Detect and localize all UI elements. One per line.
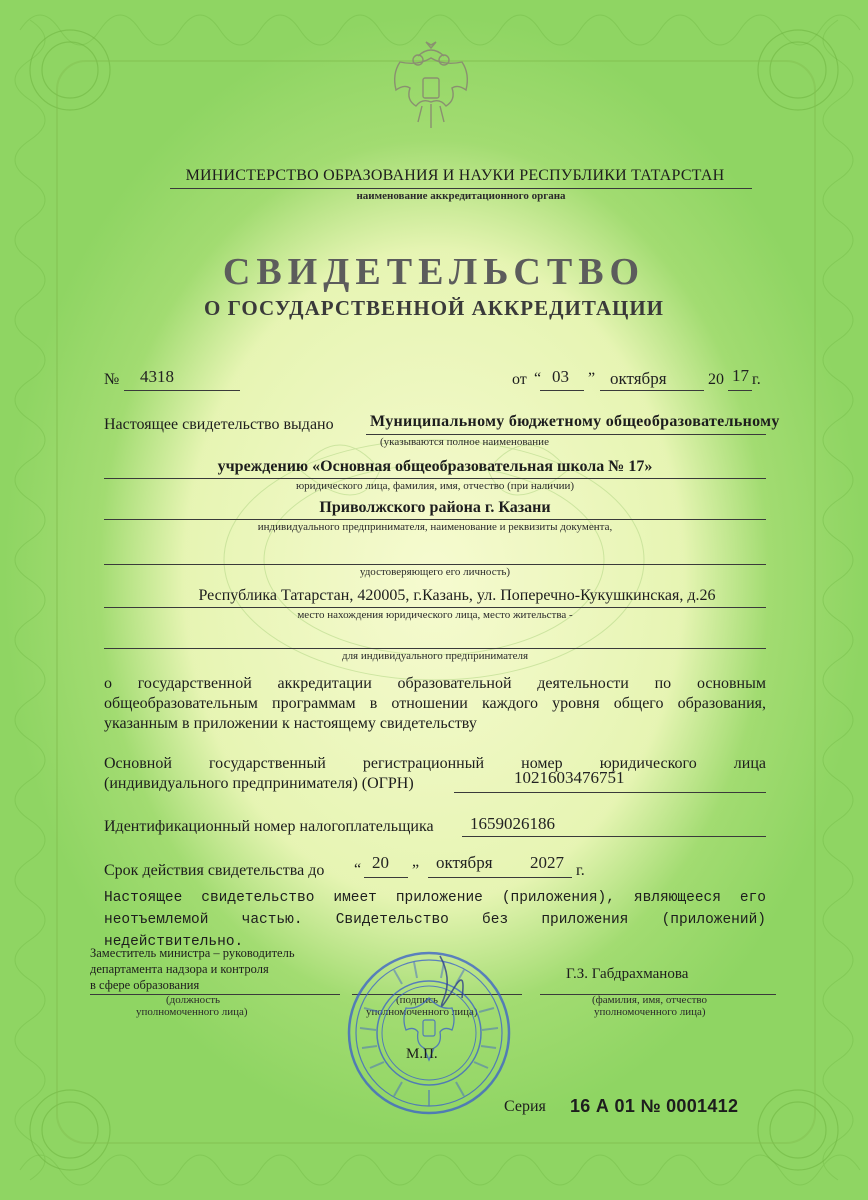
recipient-address: Республика Татарстан, 420005, г.Казань, ул. Поперечно-Кукушкинская, д.26 [198, 587, 716, 604]
recipient-line3: Приволжского района г. Казани [319, 499, 551, 516]
number-underline [124, 390, 240, 391]
date-month-underline [600, 390, 704, 391]
purpose-line2: общеобразовательным программам в отношении каждого уровня общего образования, [104, 695, 766, 712]
date-year-end: г. [752, 371, 761, 388]
inn-value: 1659026186 [470, 814, 555, 833]
inn-underline [462, 836, 766, 837]
recipient-line1-underline [366, 434, 766, 435]
signatory-position2: департамента надзора и контроля [90, 962, 269, 976]
ogrn-underline [454, 792, 766, 793]
signature-caption2: уполномоченного лица) [366, 1006, 478, 1018]
validity-day-underline [364, 877, 408, 878]
recipient-line1: Муниципальному бюджетному общеобразовательному [370, 413, 780, 430]
validity-open-quote: “ [354, 861, 362, 878]
date-year-underline [728, 390, 752, 391]
ministry-caption: наименование аккредитационного органа [356, 190, 566, 202]
coat-of-arms-icon [388, 40, 474, 132]
document-subtitle: О ГОСУДАРСТВЕННОЙ АККРЕДИТАЦИИ [203, 296, 665, 320]
recipient-caption6: для индивидуального предпринимателя [341, 650, 529, 662]
appendix-line2: неотъемлемой частью. Свидетельство без приложения (приложений) [104, 912, 766, 928]
purpose-line1: о государственной аккредитации образовательной деятельности по основным [104, 675, 766, 692]
signatory-name: Г.З. Габдрахманова [566, 966, 689, 982]
recipient-caption5: место нахождения юридического лица, место жительства - [297, 609, 573, 621]
ogrn-value: 1021603476751 [514, 768, 625, 787]
recipient-line4-underline [104, 564, 766, 565]
ogrn-line1: Основной государственный регистрационный номер юридического лица [104, 755, 766, 772]
purpose-line3: указанным в приложении к настоящему свидетельству [104, 715, 477, 732]
signatory-position3: в сфере образования [90, 978, 200, 992]
stamp-place: М.П. [406, 1046, 438, 1062]
validity-year-end: г. [576, 862, 585, 879]
number-label: № [104, 371, 120, 388]
official-stamp-icon [344, 948, 514, 1118]
series-value: 16 А 01 № 0001412 [570, 1096, 739, 1116]
date-open-quote: “ [534, 370, 542, 387]
validity-day: 20 [372, 853, 389, 872]
ministry-name: МИНИСТЕРСТВО ОБРАЗОВАНИЯ И НАУКИ РЕСПУБЛИКИ ТАТАРСТАН [185, 167, 725, 184]
document-title: СВИДЕТЕЛЬСТВО [222, 251, 646, 293]
recipient-line3-underline [104, 519, 766, 520]
ministry-underline [170, 188, 752, 189]
recipient-line2-underline [104, 478, 766, 479]
date-day-underline [540, 390, 584, 391]
recipient-caption2: юридического лица, фамилия, имя, отчество (при наличии) [295, 480, 575, 492]
address-underline [104, 607, 766, 608]
validity-year: 2027 [530, 853, 564, 872]
position-caption1: (должность [166, 994, 221, 1006]
validity-month-underline [428, 877, 572, 878]
recipient-caption3: индивидуального предпринимателя, наименование и реквизиты документа, [257, 521, 613, 533]
issued-label: Настоящее свидетельство выдано [104, 416, 334, 433]
date-year-suffix: 17 [732, 366, 749, 385]
validity-label: Срок действия свидетельства до [104, 862, 325, 879]
date-month: октября [610, 369, 667, 388]
position-caption2: уполномоченного лица) [136, 1006, 248, 1018]
appendix-line3: недействительно. [104, 934, 244, 950]
recipient-caption1: (указываются полное наименование [380, 436, 549, 448]
signature-caption1: (подпись [396, 994, 439, 1006]
signatory-position1: Заместитель министра – руководитель [90, 946, 295, 960]
caption6-overline [104, 648, 766, 649]
recipient-line2: учреждению «Основная общеобразовательная школа № 17» [217, 458, 653, 475]
validity-month: октября [436, 853, 493, 872]
appendix-line1: Настоящее свидетельство имеет приложение (приложения), являющееся его [104, 890, 766, 906]
series-label: Серия [504, 1098, 546, 1115]
recipient-caption4: удостоверяющего его личность) [359, 566, 511, 578]
number-value: 4318 [140, 367, 174, 386]
date-day: 03 [552, 367, 569, 386]
date-prefix: от [512, 371, 527, 388]
date-year-prefix: 20 [708, 371, 724, 388]
ogrn-line2: (индивидуального предпринимателя) (ОГРН) [104, 775, 414, 792]
name-caption2: уполномоченного лица) [594, 1006, 706, 1018]
inn-label: Идентификационный номер налогоплательщика [104, 818, 434, 835]
name-caption1: (фамилия, имя, отчество [592, 994, 708, 1006]
date-close-quote: ” [588, 370, 596, 387]
validity-close-quote: „ [412, 853, 420, 870]
